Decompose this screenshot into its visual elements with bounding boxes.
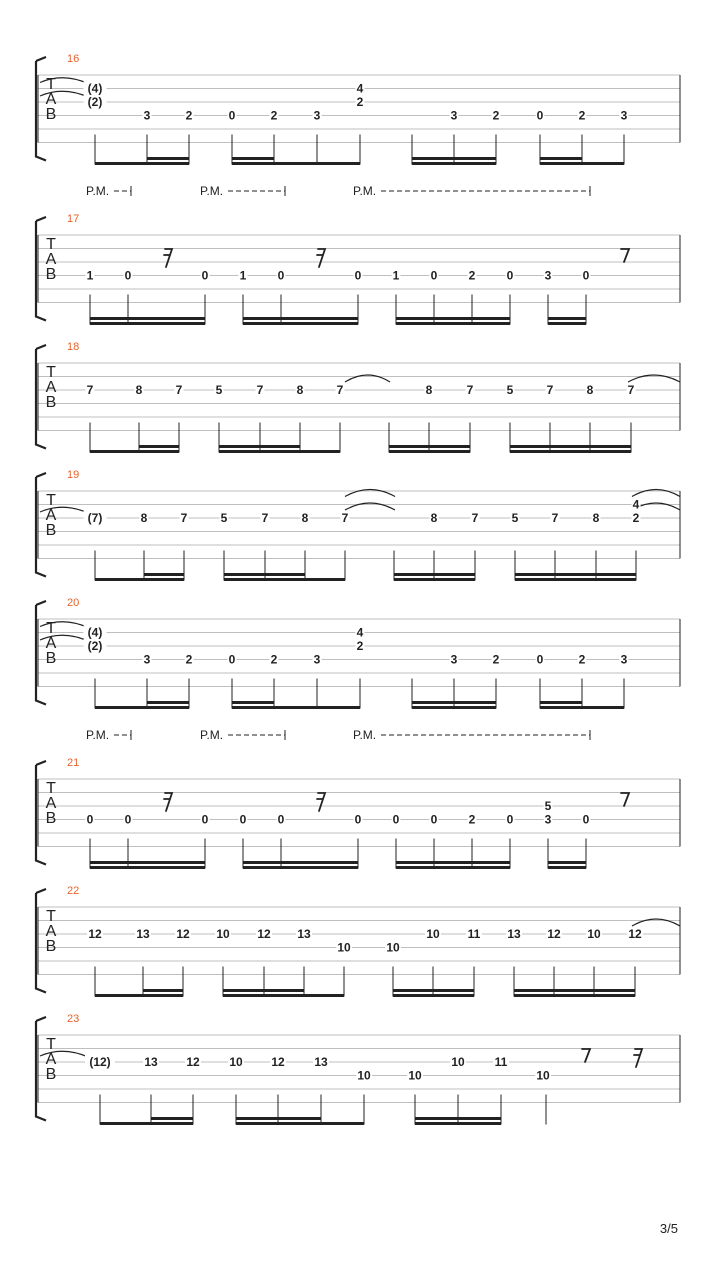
sixteenth-rest <box>164 793 172 811</box>
fret-number: 2 <box>492 108 500 123</box>
beam <box>415 1122 501 1125</box>
tab-clef-letter: B <box>45 106 57 123</box>
sixteenth-rest <box>634 1049 642 1067</box>
beam <box>95 994 183 997</box>
beam <box>548 861 586 864</box>
fret-number: 3 <box>450 108 458 123</box>
fret-number: 13 <box>144 1055 158 1069</box>
beam <box>144 573 184 576</box>
beam <box>219 450 340 453</box>
fret-number: 0 <box>124 812 132 827</box>
beam <box>396 861 510 864</box>
beam <box>548 322 586 325</box>
fret-number: 7 <box>627 383 635 397</box>
tab-clef-letter: B <box>45 810 57 827</box>
measure-number: 17 <box>67 213 80 225</box>
beam <box>90 450 179 453</box>
beam <box>510 450 631 453</box>
fret-number: 1 <box>239 268 247 283</box>
fret-number: 10 <box>229 1055 243 1069</box>
measure-number: 19 <box>67 469 80 481</box>
tab-clef-letter: A <box>45 379 57 396</box>
fret-number: 0 <box>228 108 236 123</box>
fret-number: 2 <box>632 511 640 525</box>
fret-number: 2 <box>356 95 364 109</box>
measure-number: 18 <box>67 341 80 353</box>
beam <box>510 445 631 448</box>
beam <box>95 162 189 165</box>
fret-number: 10 <box>357 1068 371 1083</box>
fret-number: (4) <box>87 625 103 640</box>
measure-number: 21 <box>67 757 80 769</box>
beam <box>90 861 205 864</box>
fret-number: 3 <box>620 108 628 123</box>
page-number: 3/5 <box>659 1221 678 1236</box>
palm-mute-label: P.M. <box>200 184 224 198</box>
fret-number: 12 <box>257 927 271 941</box>
beam <box>540 162 624 165</box>
palm-mute-label: P.M. <box>200 728 224 742</box>
beam <box>223 989 304 992</box>
beam <box>223 994 344 997</box>
beam <box>540 701 582 704</box>
beam <box>396 317 510 320</box>
beam <box>412 157 496 160</box>
fret-number: 7 <box>175 383 183 397</box>
sixteenth-rest <box>317 249 325 267</box>
beam <box>396 866 510 869</box>
beam <box>95 706 189 709</box>
fret-number: 3 <box>313 652 321 667</box>
fret-number: 5 <box>220 511 228 525</box>
fret-number: (12) <box>89 1055 111 1069</box>
eighth-rest <box>621 793 629 806</box>
fret-number: 2 <box>270 108 278 123</box>
fret-number: 10 <box>386 940 400 955</box>
fret-number: 10 <box>536 1068 550 1083</box>
fret-number: 7 <box>336 383 344 397</box>
beam <box>232 706 360 709</box>
fret-number: 1 <box>86 268 94 283</box>
fret-number: 0 <box>582 812 590 827</box>
measure-number: 20 <box>67 597 80 609</box>
beam <box>412 162 496 165</box>
beam <box>515 573 636 576</box>
beam <box>243 866 358 869</box>
beam <box>143 989 183 992</box>
fret-number: 8 <box>296 383 304 397</box>
fret-number: 2 <box>185 652 193 667</box>
beam <box>151 1117 193 1120</box>
fret-number: 10 <box>451 1055 465 1069</box>
fret-number: 2 <box>468 812 476 827</box>
fret-number: 3 <box>620 652 628 667</box>
fret-number: 12 <box>186 1055 200 1069</box>
fret-number: 8 <box>135 383 143 397</box>
fret-number: 0 <box>277 812 285 827</box>
fret-number: 7 <box>551 511 559 525</box>
fret-number: 0 <box>582 268 590 283</box>
tab-clef-letter: B <box>45 938 57 955</box>
tab-clef-letter: A <box>45 635 57 652</box>
fret-number: 7 <box>86 383 94 397</box>
fret-number: 12 <box>176 927 190 941</box>
beam <box>90 322 205 325</box>
fret-number: 13 <box>136 927 150 941</box>
tab-clef-letter: A <box>45 923 57 940</box>
beam <box>236 1117 321 1120</box>
fret-number: 11 <box>467 927 481 941</box>
fret-number: 2 <box>578 108 586 123</box>
beam <box>147 701 189 704</box>
fret-number: 7 <box>256 383 264 397</box>
fret-number: 8 <box>301 511 309 525</box>
tab-clef-letter: B <box>45 522 57 539</box>
tab-clef-letter: T <box>46 236 56 253</box>
fret-number: 13 <box>314 1055 328 1069</box>
beam <box>389 445 470 448</box>
measure-number: 22 <box>67 885 80 897</box>
beam <box>394 578 475 581</box>
fret-number: 10 <box>587 927 601 941</box>
beam <box>147 157 189 160</box>
measure-number: 23 <box>67 1013 80 1025</box>
fret-number: (2) <box>87 95 103 109</box>
beam <box>412 706 496 709</box>
fret-number: 7 <box>471 511 479 525</box>
fret-number: 0 <box>392 812 400 827</box>
tab-clef-letter: T <box>46 76 56 93</box>
tab-clef-letter: B <box>45 650 57 667</box>
fret-number: 2 <box>185 108 193 123</box>
sixteenth-rest <box>164 249 172 267</box>
beam <box>548 866 586 869</box>
beam <box>393 989 474 992</box>
beam <box>514 994 635 997</box>
fret-number: 2 <box>356 639 364 653</box>
fret-number: 0 <box>506 268 514 283</box>
fret-number: 12 <box>547 927 561 941</box>
tab-clef-letter: T <box>46 780 56 797</box>
fret-number: 5 <box>511 511 519 525</box>
tab-clef-letter: T <box>46 364 56 381</box>
fret-number: 0 <box>124 268 132 283</box>
fret-number: 10 <box>426 927 440 941</box>
beam <box>95 578 184 581</box>
tab-clef-letter: A <box>45 91 57 108</box>
fret-number: 3 <box>450 652 458 667</box>
fret-number: (7) <box>87 511 103 525</box>
beam <box>515 578 636 581</box>
fret-number: 3 <box>143 652 151 667</box>
palm-mute-label: P.M. <box>353 728 377 742</box>
fret-number: 2 <box>578 652 586 667</box>
tab-clef-letter: T <box>46 620 56 637</box>
fret-number: 12 <box>88 927 102 941</box>
beam <box>219 445 300 448</box>
beam <box>243 317 358 320</box>
beam <box>236 1122 364 1125</box>
tab-clef-letter: A <box>45 251 57 268</box>
fret-number: 1 <box>392 268 400 283</box>
fret-number: 4 <box>356 625 364 640</box>
fret-number: 8 <box>592 511 600 525</box>
tab-clef-letter: A <box>45 795 57 812</box>
beam <box>224 573 305 576</box>
fret-number: 10 <box>216 927 230 941</box>
fret-number: (2) <box>87 639 103 653</box>
beam <box>540 157 582 160</box>
fret-number: 12 <box>628 927 642 941</box>
fret-number: 3 <box>313 108 321 123</box>
fret-number: 0 <box>86 812 94 827</box>
fret-number: 4 <box>632 497 640 512</box>
tab-clef-letter: A <box>45 1051 57 1068</box>
fret-number: 3 <box>544 812 552 827</box>
fret-number: 0 <box>239 812 247 827</box>
fret-number: 0 <box>506 812 514 827</box>
fret-number: 0 <box>201 812 209 827</box>
beam <box>90 866 205 869</box>
fret-number: 0 <box>228 652 236 667</box>
beam <box>100 1122 193 1125</box>
fret-number: 0 <box>277 268 285 283</box>
fret-number: 0 <box>201 268 209 283</box>
tab-clef-letter: T <box>46 1036 56 1053</box>
fret-number: 7 <box>180 511 188 525</box>
sixteenth-rest <box>317 793 325 811</box>
beam <box>139 445 179 448</box>
beam <box>243 861 358 864</box>
tab-clef-letter: B <box>45 394 57 411</box>
beam <box>393 994 474 997</box>
palm-mute-label: P.M. <box>86 184 110 198</box>
fret-number: 4 <box>356 81 364 96</box>
eighth-rest <box>582 1049 590 1062</box>
beam <box>232 701 274 704</box>
fret-number: 13 <box>507 927 521 941</box>
fret-number: 8 <box>425 383 433 397</box>
fret-number: 0 <box>430 812 438 827</box>
beam <box>232 162 360 165</box>
measure-number: 16 <box>67 53 80 65</box>
beam <box>396 322 510 325</box>
tab-clef-letter: A <box>45 507 57 524</box>
palm-mute-label: P.M. <box>353 184 377 198</box>
tab-clef-letter: T <box>46 492 56 509</box>
palm-mute-label: P.M. <box>86 728 110 742</box>
beam <box>243 322 358 325</box>
beam <box>415 1117 501 1120</box>
beam <box>540 706 624 709</box>
fret-number: 5 <box>215 383 223 397</box>
beam <box>232 157 274 160</box>
fret-number: 5 <box>544 799 552 813</box>
beam <box>394 573 475 576</box>
fret-number: 7 <box>466 383 474 397</box>
fret-number: (4) <box>87 81 103 96</box>
beam <box>90 317 205 320</box>
fret-number: 3 <box>143 108 151 123</box>
fret-number: 0 <box>354 812 362 827</box>
tab-clef-letter: B <box>45 1066 57 1083</box>
fret-number: 8 <box>586 383 594 397</box>
fret-number: 8 <box>430 511 438 525</box>
fret-number: 13 <box>297 927 311 941</box>
beam <box>389 450 470 453</box>
fret-number: 0 <box>430 268 438 283</box>
fret-number: 2 <box>492 652 500 667</box>
beam <box>412 701 496 704</box>
fret-number: 7 <box>546 383 554 397</box>
fret-number: 3 <box>544 268 552 283</box>
fret-number: 0 <box>536 652 544 667</box>
fret-number: 10 <box>337 940 351 955</box>
fret-number: 8 <box>140 511 148 525</box>
fret-number: 2 <box>270 652 278 667</box>
fret-number: 7 <box>341 511 349 525</box>
tab-clef-letter: B <box>45 266 57 283</box>
eighth-rest <box>621 249 629 262</box>
fret-number: 11 <box>494 1055 508 1069</box>
fret-number: 0 <box>354 268 362 283</box>
fret-number: 7 <box>261 511 269 525</box>
tab-clef-letter: T <box>46 908 56 925</box>
fret-number: 0 <box>536 108 544 123</box>
fret-number: 12 <box>271 1055 285 1069</box>
beam <box>514 989 635 992</box>
beam <box>548 317 586 320</box>
fret-number: 5 <box>506 383 514 397</box>
fret-number: 10 <box>408 1068 422 1083</box>
fret-number: 2 <box>468 268 476 283</box>
beam <box>224 578 345 581</box>
